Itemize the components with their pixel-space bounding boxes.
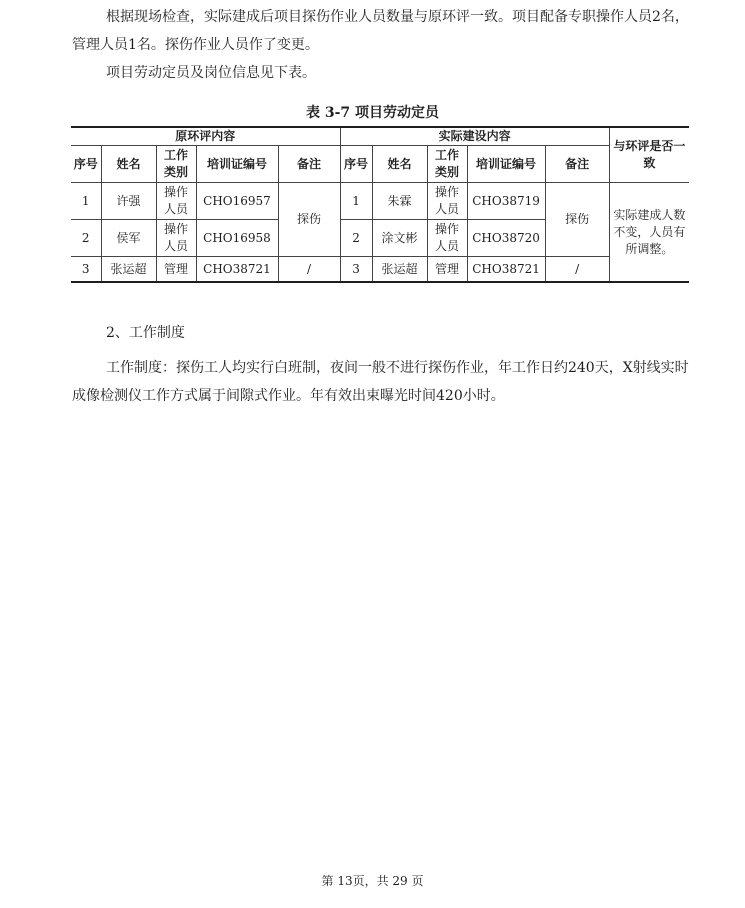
- cell-seq: 3: [71, 257, 101, 283]
- paragraph-staffing-summary: 根据现场检查，实际建成后项目探伤作业人员数量与原环评一致。项目配备专职操作人员2名，管理人员1名。探伤作业人员作了变更。: [72, 9, 689, 53]
- cell-seq: 1: [340, 183, 372, 220]
- table-row: [71, 257, 689, 283]
- cell-seq: 1: [71, 183, 101, 220]
- cell-seq: 3: [340, 257, 372, 283]
- staffing-table: [71, 126, 689, 283]
- cell-name: 张运超: [372, 257, 427, 283]
- group-header-original: 原环评内容: [71, 127, 340, 146]
- cell-job: 操作人员: [156, 220, 196, 257]
- col-header-seq: 序号: [340, 146, 372, 183]
- cell-job: 管理: [156, 257, 196, 283]
- col-header-name: 姓名: [372, 146, 427, 183]
- cell-cert: CHO38721: [467, 257, 545, 283]
- cell-job: 操作人员: [156, 183, 196, 220]
- cell-cert: CHO16958: [196, 220, 278, 257]
- col-header-note: 备注: [278, 146, 340, 183]
- cell-note-merged: 探伤: [545, 183, 609, 257]
- section-heading-work-schedule: 2、工作制度: [106, 325, 185, 341]
- cell-job: 操作人员: [427, 183, 467, 220]
- cell-name: 张运超: [101, 257, 156, 283]
- paragraph-work-schedule: 工作制度：探伤工人均实行白班制，夜间一般不进行探伤作业，年工作日约240天，X射线实时成像检测仪工作方式属于间隙式作业。年有效出束曝光时间420小时。: [72, 360, 689, 404]
- cell-cert: CHO38720: [467, 220, 545, 257]
- col-header-job: 工作类别: [427, 146, 467, 183]
- col-header-cert: 培训证编号: [196, 146, 278, 183]
- cell-cert: CHO38719: [467, 183, 545, 220]
- cell-cert: CHO38721: [196, 257, 278, 283]
- cell-seq: 2: [71, 220, 101, 257]
- col-header-job: 工作类别: [156, 146, 196, 183]
- cell-note-merged: 探伤: [278, 183, 340, 257]
- col-header-name: 姓名: [101, 146, 156, 183]
- col-header-seq: 序号: [71, 146, 101, 183]
- cell-name: 朱霖: [372, 183, 427, 220]
- cell-note: /: [278, 257, 340, 283]
- group-header-actual: 实际建设内容: [340, 127, 609, 146]
- cell-note: /: [545, 257, 609, 283]
- col-header-note: 备注: [545, 146, 609, 183]
- cell-compare-result: 实际建成人数不变，人员有所调整。: [609, 183, 689, 283]
- group-header-compare: 与环评是否一致: [609, 127, 689, 183]
- paragraph-table-intro: 项目劳动定员及岗位信息见下表。: [106, 65, 316, 81]
- cell-name: 侯军: [101, 220, 156, 257]
- cell-name: 许强: [101, 183, 156, 220]
- cell-seq: 2: [340, 220, 372, 257]
- cell-job: 管理: [427, 257, 467, 283]
- cell-cert: CHO16957: [196, 183, 278, 220]
- page-footer: 第 13页，共 29 页: [321, 874, 424, 888]
- cell-job: 操作人员: [427, 220, 467, 257]
- table-caption: 表 3-7 项目劳动定员: [305, 105, 440, 121]
- table-row: [71, 183, 689, 220]
- cell-name: 涂文彬: [372, 220, 427, 257]
- col-header-cert: 培训证编号: [467, 146, 545, 183]
